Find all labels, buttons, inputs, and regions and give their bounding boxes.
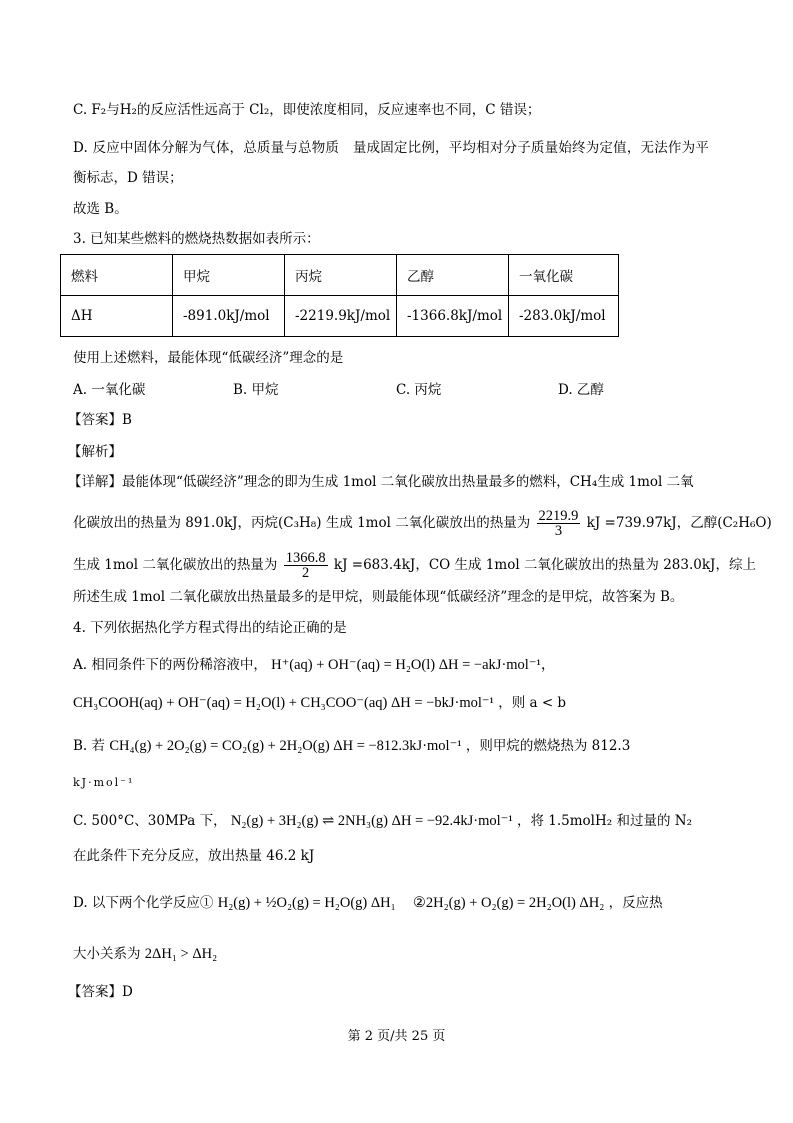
detail-text: 生成 1mol 二氧化碳放出的热量为 [73, 557, 278, 573]
question-4-option-b-line1 [73, 736, 630, 756]
detail-text: kJ =683.4kJ，CO 生成 1mol 二氧化碳放出的热量为 283.0kJ，综上 [333, 557, 756, 573]
table-cell: 甲烷 [173, 255, 285, 296]
fraction [537, 509, 581, 538]
question-3-answer: 【答案】B [68, 412, 132, 428]
option-text: ，则 a < b [498, 695, 567, 711]
fraction-denominator: 3 [554, 523, 563, 539]
thermochemical-equation: ②2H₂(g) + O₂(g) = 2H₂O(l) ΔH₂ [412, 895, 605, 911]
option-text: ，反应热 [608, 895, 663, 911]
question-4-option-c-line2: 在此条件下充分反应，放出热量 46.2 kJ [73, 848, 315, 864]
question-3-detail-line1: 【详解】最能体现“低碳经济”理念的即为生成 1mol 二氧化碳放出热量最多的燃料，CH₄生成 1mol 二氧 [68, 474, 694, 490]
detail-text: kJ =739.97kJ，乙醇(C₂H₆O) [586, 515, 772, 531]
option-text: ，将 1.5molH₂ 和过量的 N₂ [516, 813, 692, 829]
fraction-numerator: 1366.8 [285, 550, 326, 566]
question-4-option-d-line1 [73, 893, 663, 913]
question-3-option-c: C. 丙烷 [396, 382, 442, 398]
option-d-explanation-line1: D. 反应中固体分解为气体，总质量与总物质 量成固定比例，平均相对分子质量始终为定值，无法作为平 [73, 140, 710, 156]
table-cell: 燃料 [61, 255, 173, 296]
option-text: C. 500°C、30MPa 下， [73, 813, 227, 829]
question-4-option-d-line2 [73, 944, 217, 964]
question-3-ask: 使用上述燃料，最能体现“低碳经济”理念的是 [73, 350, 344, 366]
question-3-detail-line3 [73, 551, 756, 580]
option-text: D. 以下两个化学反应① [73, 895, 214, 911]
question-3-analysis-heading: 【解析】 [68, 444, 122, 460]
table-cell: -2219.9kJ/mol [285, 296, 397, 337]
question-3-detail-line2 [73, 509, 772, 538]
fraction-denominator: 2 [302, 565, 310, 581]
table-cell: -283.0kJ/mol [509, 296, 619, 337]
option-d-explanation-line2: 衡标志，D 错误； [73, 170, 183, 186]
table-cell: 一氧化碳 [509, 255, 619, 296]
thermochemical-equation: H⁺(aq) + OH⁻(aq) = H₂O(l) ΔH = −akJ·mol⁻¹， [271, 657, 556, 673]
thermochemical-equation: CH₄(g) + 2O₂(g) = CO₂(g) + 2H₂O(g) ΔH = −812.3kJ·mol⁻¹ [109, 738, 462, 754]
option-text: ，则甲烷的燃烧热为 812.3 [465, 738, 631, 754]
table-cell: 乙醇 [397, 255, 509, 296]
thermochemical-equation: CH₃COOH(aq) + OH⁻(aq) = H₂O(l) + CH₃COO⁻(aq) ΔH = −bkJ·mol⁻¹ [73, 695, 494, 711]
thermochemical-equation: N₂(g) + 3H₂(g) ⇌ 2NH₃(g) ΔH = −92.4kJ·mol⁻¹ [230, 813, 513, 829]
question-4-option-a-line2 [73, 693, 566, 713]
question-3-option-d: D. 乙醇 [558, 382, 604, 398]
fuel-heat-table [60, 254, 619, 337]
question-4-stem: 4. 下列依据热化学方程式得出的结论正确的是 [73, 620, 347, 636]
question-3-option-b: B. 甲烷 [233, 382, 279, 398]
question-3-detail-line4: 所述生成 1mol 二氧化碳放出热量最多的是甲烷，则最能体现“低碳经济”理念的是甲烷，故答案为 B。 [73, 589, 684, 605]
page-footer: 第 2 页/共 25 页 [347, 1029, 446, 1044]
option-text: A. 相同条件下的两份稀溶液中， [73, 657, 267, 673]
fraction-numerator: 2219.9 [538, 508, 579, 524]
fraction [284, 551, 328, 580]
question-3-stem: 3. 已知某些燃料的燃烧热数据如表所示： [73, 231, 320, 247]
question-4-option-c-line1 [73, 811, 692, 831]
table-cell: -1366.8kJ/mol [397, 296, 509, 337]
table-cell: ΔH [61, 296, 173, 337]
thermochemical-equation: H₂(g) + ½O₂(g) = H₂O(g) ΔH₁ [217, 895, 396, 911]
table-row [61, 255, 619, 296]
option-text: 大小关系为 [73, 946, 141, 962]
table-cell: 丙烷 [285, 255, 397, 296]
option-c-explanation: C. F₂与H₂的反应活性远高于 Cl₂，即使浓度相同，反应速率也不同，C 错误； [73, 102, 541, 118]
previous-answer-conclusion: 故选 B。 [73, 201, 128, 217]
question-3-option-a: A. 一氧化碳 [73, 382, 146, 398]
question-4-answer: 【答案】D [68, 984, 133, 1000]
question-4-option-b-line2: kJ·mol⁻¹ [73, 776, 135, 789]
option-text: B. 若 [73, 738, 106, 754]
table-row [61, 296, 619, 337]
table-cell: -891.0kJ/mol [173, 296, 285, 337]
question-4-option-a-line1 [73, 655, 555, 675]
inequality-expression: 2ΔH₁ > ΔH₂ [144, 946, 218, 962]
detail-text: 化碳放出的热量为 891.0kJ，丙烷(C₃H₈) 生成 1mol 二氧化碳放出的热量为 [73, 515, 531, 531]
